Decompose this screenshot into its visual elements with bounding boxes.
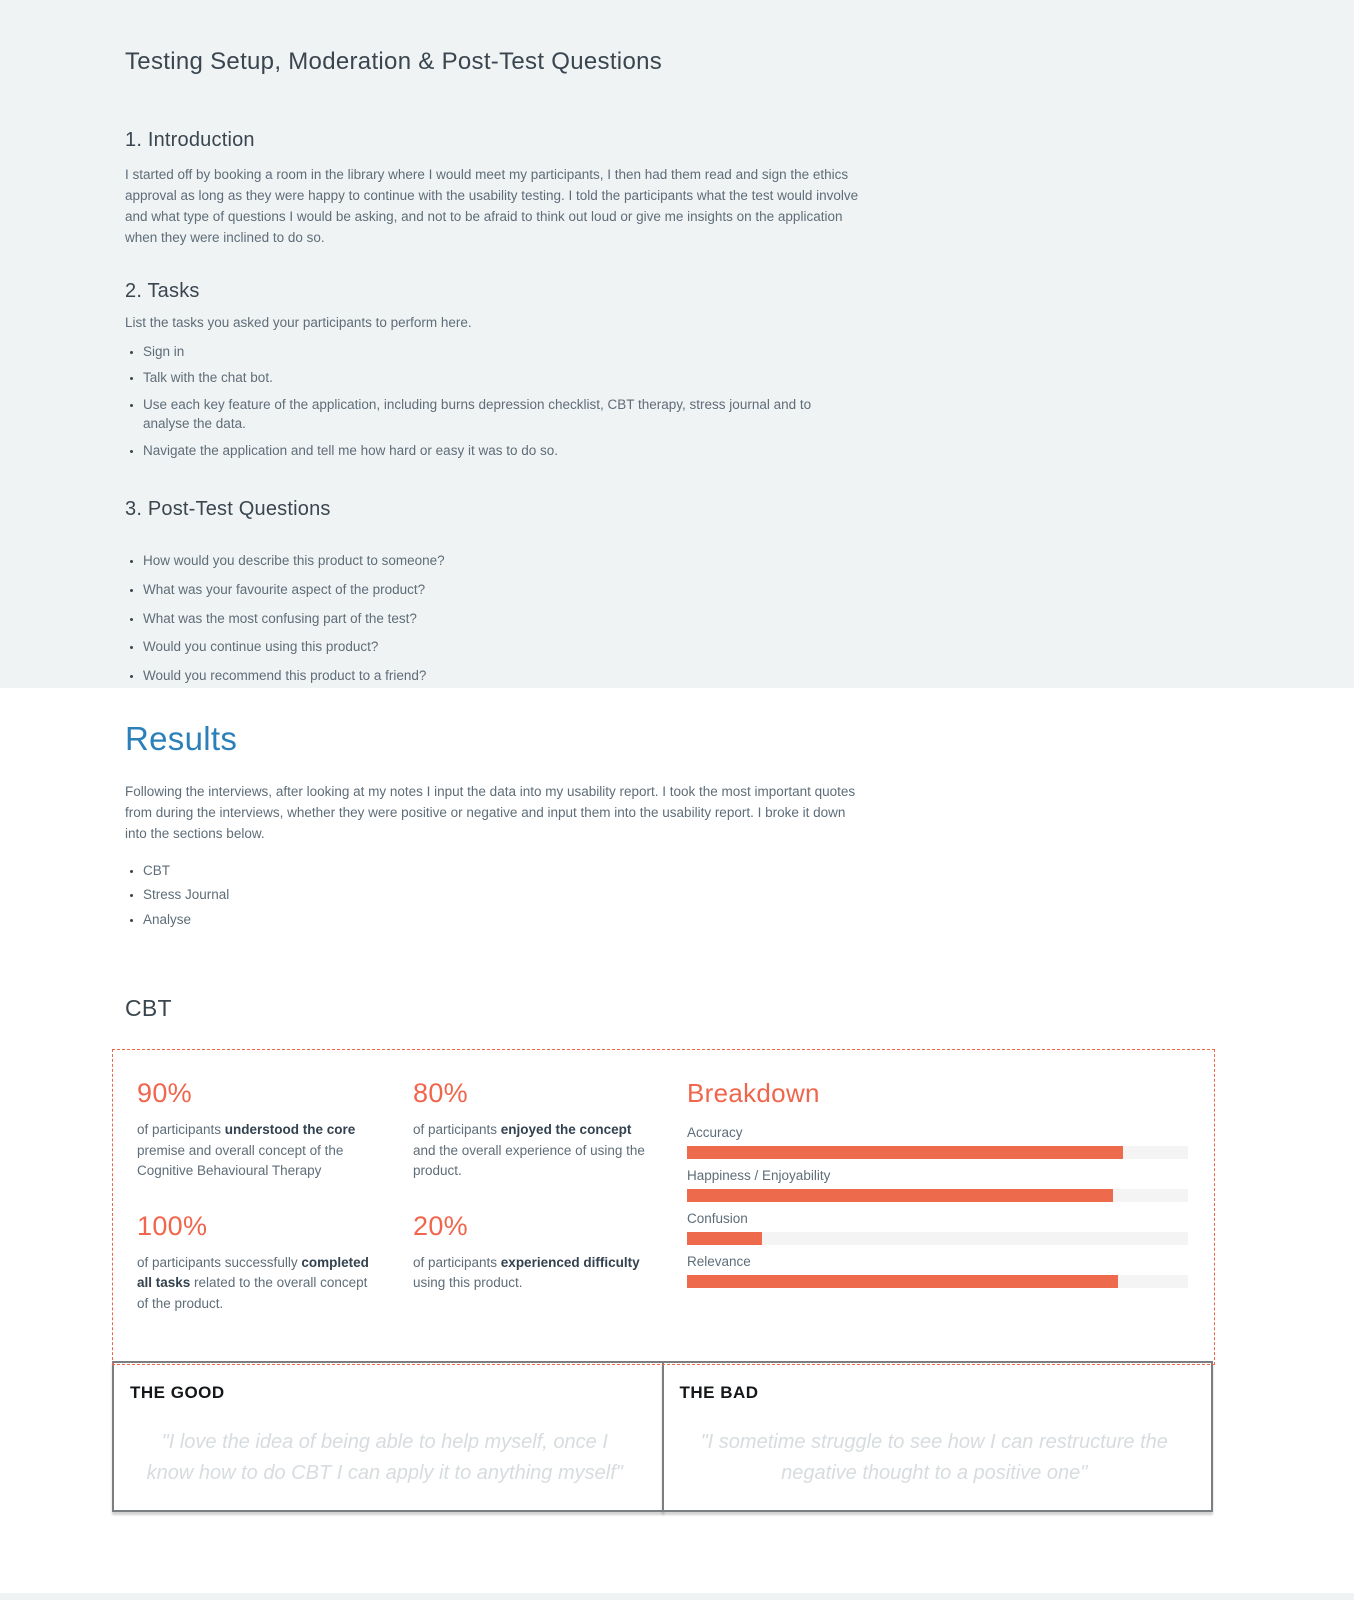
results-paragraph: Following the interviews, after looking at my notes I input the data into my usability report. I took the most important quotes from during the interviews, whether they were positive or negative and input them into the usability report. I broke it down into the sections below.: [125, 784, 856, 841]
setup-content: [125, 48, 860, 685]
good-heading: THE GOOD: [130, 1383, 225, 1403]
post-test-list: [125, 551, 860, 685]
stat-text-pre: of participants: [413, 1122, 501, 1138]
introduction-heading: 1. Introduction: [125, 129, 255, 151]
bar-row-accuracy: [687, 1125, 1188, 1159]
list-item: • Sign in: [143, 342, 860, 362]
good-quote-box: [112, 1361, 664, 1512]
list-item: • What was your favourite aspect of the product?: [143, 580, 860, 600]
stat-text-pre: of participants: [413, 1255, 501, 1271]
bad-heading: THE BAD: [679, 1383, 759, 1403]
cbt-stats-panel: [112, 1049, 1215, 1365]
stat-text-post: premise and overall concept of the Cognitive Behavioural Therapy: [137, 1142, 344, 1178]
breakdown-heading: Breakdown: [687, 1078, 820, 1109]
stat-description: [413, 1120, 653, 1181]
bar-fill: [687, 1146, 1123, 1159]
stat-value: 80%: [413, 1078, 468, 1109]
page-title: Testing Setup, Moderation & Post-Test Questions: [125, 48, 663, 75]
tasks-heading: 2. Tasks: [125, 279, 200, 302]
stat-text-pre: of participants successfully: [137, 1255, 302, 1271]
list-item: • Talk with the chat bot.: [143, 368, 860, 388]
cbt-content: [112, 995, 1215, 1512]
stat-text-post: using this product.: [413, 1275, 523, 1291]
stat-description: [137, 1120, 377, 1181]
bar-fill: [687, 1189, 1113, 1202]
next-section-strip: [0, 1593, 1354, 1600]
bar-row-happiness: [687, 1168, 1188, 1202]
tasks-intro: List the tasks you asked your participants to perform here.: [125, 314, 472, 330]
stat-text-post: related to the overall concept of the product.: [137, 1275, 368, 1311]
introduction-paragraph: I started off by booking a room in the library where I would meet my participants, I then had them read and sign the ethics approval as long as they were happy to continue with the usability testing. I told the participants what the test would involve and what type of questions I would be asking, and not to be afraid to think out loud or give me insights on the application when they were inclined to do so.: [125, 167, 859, 245]
post-test-heading: 3. Post-Test Questions: [125, 498, 331, 521]
stat-difficulty: [413, 1211, 663, 1314]
list-item: • CBT: [143, 861, 860, 881]
stat-enjoyed: [413, 1078, 663, 1181]
bar-label: Relevance: [687, 1254, 751, 1270]
bar-row-relevance: [687, 1254, 1188, 1288]
list-item: • Would you recommend this product to a friend?: [143, 666, 860, 686]
bad-quote: "I sometime struggle to see how I can restructure the negative thought to a positive one": [700, 1431, 1168, 1485]
stat-text-bold: experienced difficulty: [500, 1255, 640, 1271]
bar-track: [687, 1146, 1188, 1159]
list-item: • Navigate the application and tell me how hard or easy it was to do so.: [143, 441, 860, 461]
bar-track: [687, 1189, 1188, 1202]
stat-text-bold: understood the core: [224, 1122, 356, 1138]
stat-text-pre: of participants: [137, 1122, 225, 1138]
good-quote: "I love the idea of being able to help myself, once I know how to do CBT I can apply it to anything myself": [146, 1431, 623, 1485]
bar-label: Accuracy: [687, 1125, 743, 1141]
stat-value: 20%: [413, 1211, 468, 1242]
results-list: [125, 861, 860, 930]
stat-value: 100%: [137, 1211, 208, 1242]
bar-row-confusion: [687, 1211, 1188, 1245]
list-item: • How would you describe this product to someone?: [143, 551, 860, 571]
list-item: • Would you continue using this product?: [143, 637, 860, 657]
tasks-list: [125, 342, 860, 461]
stat-understood: [137, 1078, 387, 1181]
stats-grid: [137, 1078, 663, 1364]
stat-completed: [137, 1211, 387, 1314]
bar-fill: [687, 1275, 1118, 1288]
bar-fill: [687, 1232, 762, 1245]
stat-description: [413, 1253, 653, 1294]
stat-description: [137, 1253, 377, 1314]
bar-track: [687, 1275, 1188, 1288]
bad-quote-box: [662, 1361, 1214, 1512]
results-section: [0, 688, 1354, 929]
testing-setup-section: [0, 0, 1354, 688]
bar-label: Happiness / Enjoyability: [687, 1168, 831, 1184]
stat-value: 90%: [137, 1078, 192, 1109]
cbt-heading: CBT: [125, 995, 172, 1022]
bar-track: [687, 1232, 1188, 1245]
results-content: [125, 720, 860, 929]
stat-text-bold: enjoyed the concept: [500, 1122, 632, 1138]
list-item: • What was the most confusing part of the test?: [143, 609, 860, 629]
stat-text-post: and the overall experience of using the product.: [413, 1142, 645, 1178]
bar-label: Confusion: [687, 1211, 748, 1227]
list-item: • Analyse: [143, 910, 860, 930]
results-heading: Results: [125, 720, 238, 757]
breakdown-chart: [687, 1078, 1188, 1364]
list-item: • Stress Journal: [143, 885, 860, 905]
stat-text-bold: completed all tasks: [137, 1255, 369, 1291]
cbt-section: [0, 995, 1354, 1512]
quotes-row: [112, 1361, 1215, 1512]
list-item: • Use each key feature of the application, including burns depression checklist, CBT therapy, stress journal and to analyse the data.: [143, 395, 860, 434]
